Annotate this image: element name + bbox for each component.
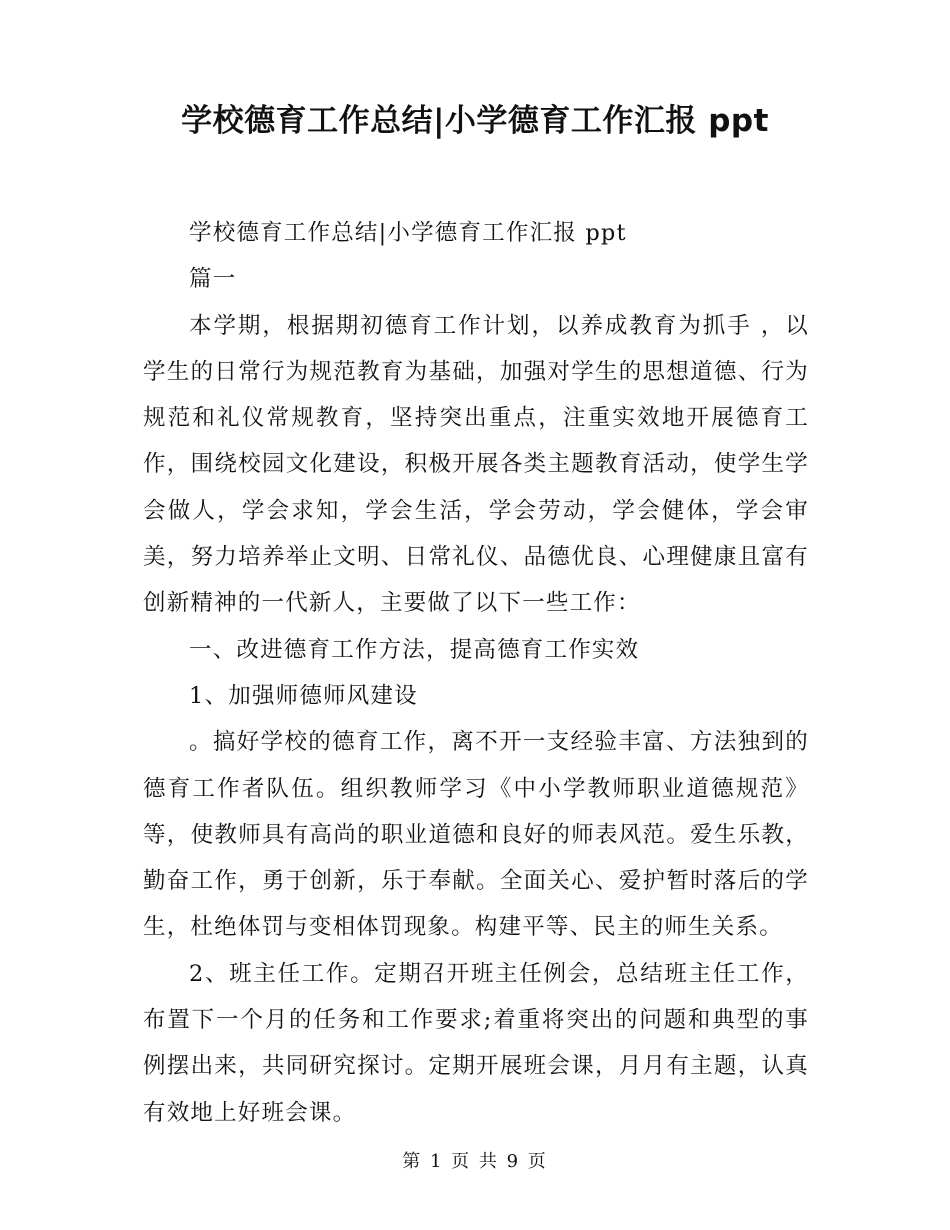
paragraph-heading-1: 一、改进德育工作方法，提高德育工作实效	[189, 636, 640, 663]
page-number: 第 1 页 共 9 页	[402, 1151, 548, 1172]
paragraph-subtitle: 学校德育工作总结|小学德育工作汇报 ppt	[189, 220, 627, 246]
paragraph-subheading-1: 1、加强师德师风建设	[189, 682, 418, 709]
paragraph-intro: 本学期，根据期初德育工作计划，以养成教育为抓手 ，以学生的日常行为规范教育为基础，加强对学生的思想道德、行为规范和礼仪常规教育，坚持突出重点，注重实效地开展德育工作，围绕校园文化建设，积极开展各类主题教育活动，使学生学会做人，学会求知，学会生活，学会劳动，学会健体，学会审美，努力培养举止文明、日常礼仪、品德优良、心理健康且富有创新精神的一代新人，主要做了以下一些工作：	[143, 312, 809, 617]
paragraph-class-teacher: 2、班主任工作。定期召开班主任例会，总结班主任工作，布置下一个月的任务和工作要求;着重将突出的问题和典型的事例摆出来，共同研究探讨。定期开展班会课，月月有主题，认真有效地上好班会课。	[143, 960, 809, 1126]
document-title: 学校德育工作总结|小学德育工作汇报 ppt	[181, 103, 769, 139]
document-body	[143, 210, 809, 1136]
paragraph-teacher-ethics: 。搞好学校的德育工作，离不开一支经验丰富、方法独到的德育工作者队伍。组织教师学习《中小学教师职业道德规范》等，使教师具有高尚的职业道德和良好的师表风范。爱生乐教，勤奋工作，勇于创新，乐于奉献。全面关心、爱护暂时落后的学生，杜绝体罚与变相体罚现象。构建平等、民主的师生关系。	[143, 729, 809, 941]
paragraph-section-label: 篇一	[189, 266, 237, 293]
